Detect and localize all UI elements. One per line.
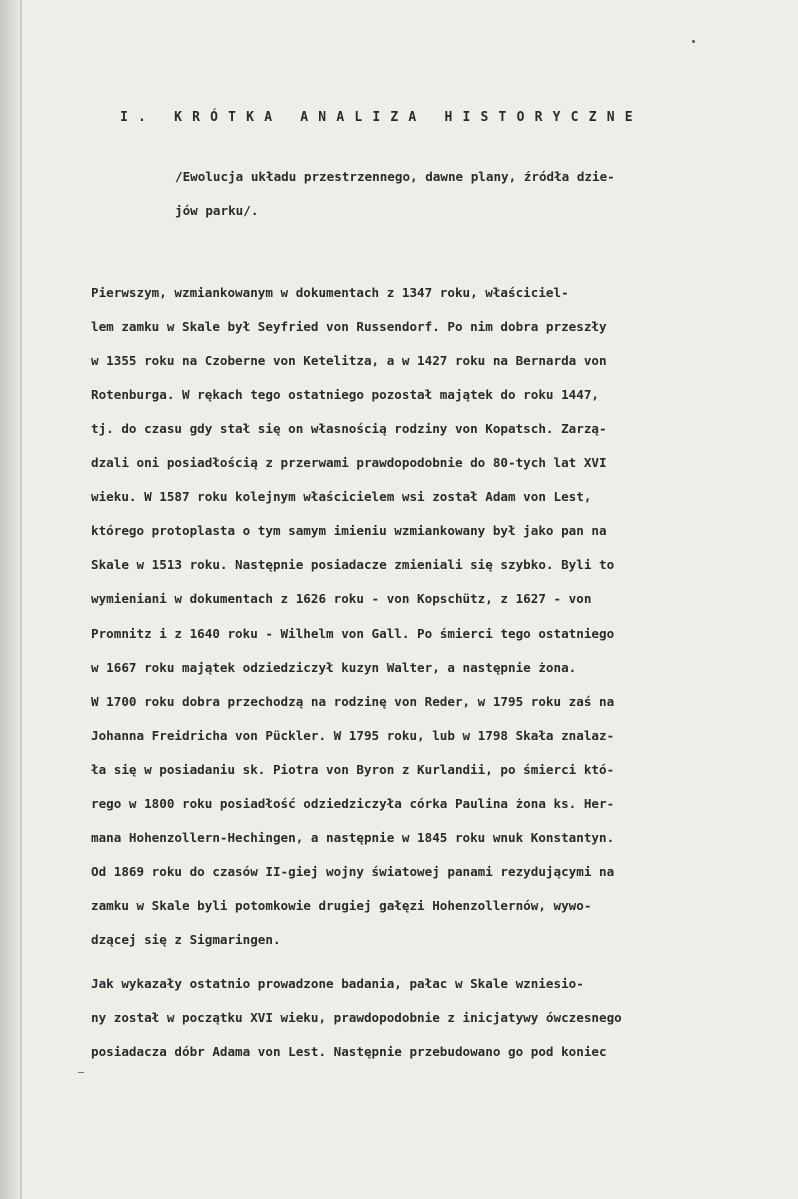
body-line: w 1667 roku majątek odziedziczył kuzyn Walter, a następnie żona. [91, 660, 577, 675]
body-line: dzącej się z Sigmaringen. [91, 932, 281, 947]
body-line: tj. do czasu gdy stał się on własnością rodziny von Kopatsch. Zarzą- [91, 421, 607, 436]
body-line: Skale w 1513 roku. Następnie posiadacze zmieniali się szybko. Byli to [91, 557, 615, 572]
body-line: W 1700 roku dobra przechodzą na rodzinę von Reder, w 1795 roku zaś na [91, 694, 615, 709]
body-line: Johanna Freidricha von Pückler. W 1795 roku, lub w 1798 Skała znalaz- [91, 728, 615, 743]
body-line: w 1355 roku na Czoberne von Ketelitza, a w 1427 roku na Bernarda von [91, 353, 607, 368]
section-heading: I. KRÓTKA ANALIZA HISTORYCZNE [120, 110, 643, 125]
body-line: Jak wykazały ostatnio prowadzone badania, pałac w Skale wzniesio- [91, 976, 584, 991]
body-line: ła się w posiadaniu sk. Piotra von Byron z Kurlandii, po śmierci któ- [91, 762, 615, 777]
body-line: wieku. W 1587 roku kolejnym właścicielem wsi został Adam von Lest, [91, 489, 592, 504]
body-line: Promnitz i z 1640 roku - Wilhelm von Gall. Po śmierci tego ostatniego [91, 626, 615, 641]
body-line: którego protoplasta o tym samym imieniu wzmiankowany był jako pan na [91, 523, 607, 538]
body-line: Od 1869 roku do czasów II-giej wojny światowej panami rezydującymi na [91, 864, 615, 879]
body-line: mana Hohenzollern-Hechingen, a następnie w 1845 roku wnuk Konstantyn. [91, 830, 615, 845]
body-line: Rotenburga. W rękach tego ostatniego pozostał majątek do roku 1447, [91, 387, 599, 402]
body-line: lem zamku w Skale był Seyfried von Russendorf. Po nim dobra przeszły [91, 319, 607, 334]
page-fold-shadow [20, 0, 22, 1199]
body-line: dzali oni posiadłością z przerwami prawdopodobnie do 80-tych lat XVI [91, 455, 607, 470]
body-line: ny został w początku XVI wieku, prawdopodobnie z inicjatywy ówczesnego [91, 1010, 622, 1025]
page-speck [692, 40, 695, 43]
body-line: rego w 1800 roku posiadłość odziedziczyła córka Paulina żona ks. Her- [91, 796, 615, 811]
page-left-edge [0, 0, 22, 1199]
body-line: posiadacza dóbr Adama von Lest. Następnie przebudowano go pod koniec [91, 1044, 607, 1059]
subtitle-line: /Ewolucja układu przestrzennego, dawne plany, źródła dzie- [175, 169, 615, 184]
subtitle-line: jów parku/. [175, 203, 259, 218]
body-line: zamku w Skale byli potomkowie drugiej gałęzi Hohenzollernów, wywo- [91, 898, 592, 913]
body-line: Pierwszym, wzmiankowanym w dokumentach z 1347 roku, właściciel- [91, 285, 569, 300]
body-line: wymieniani w dokumentach z 1626 roku - von Kopschütz, z 1627 - von [91, 591, 592, 606]
margin-mark [78, 1072, 84, 1073]
